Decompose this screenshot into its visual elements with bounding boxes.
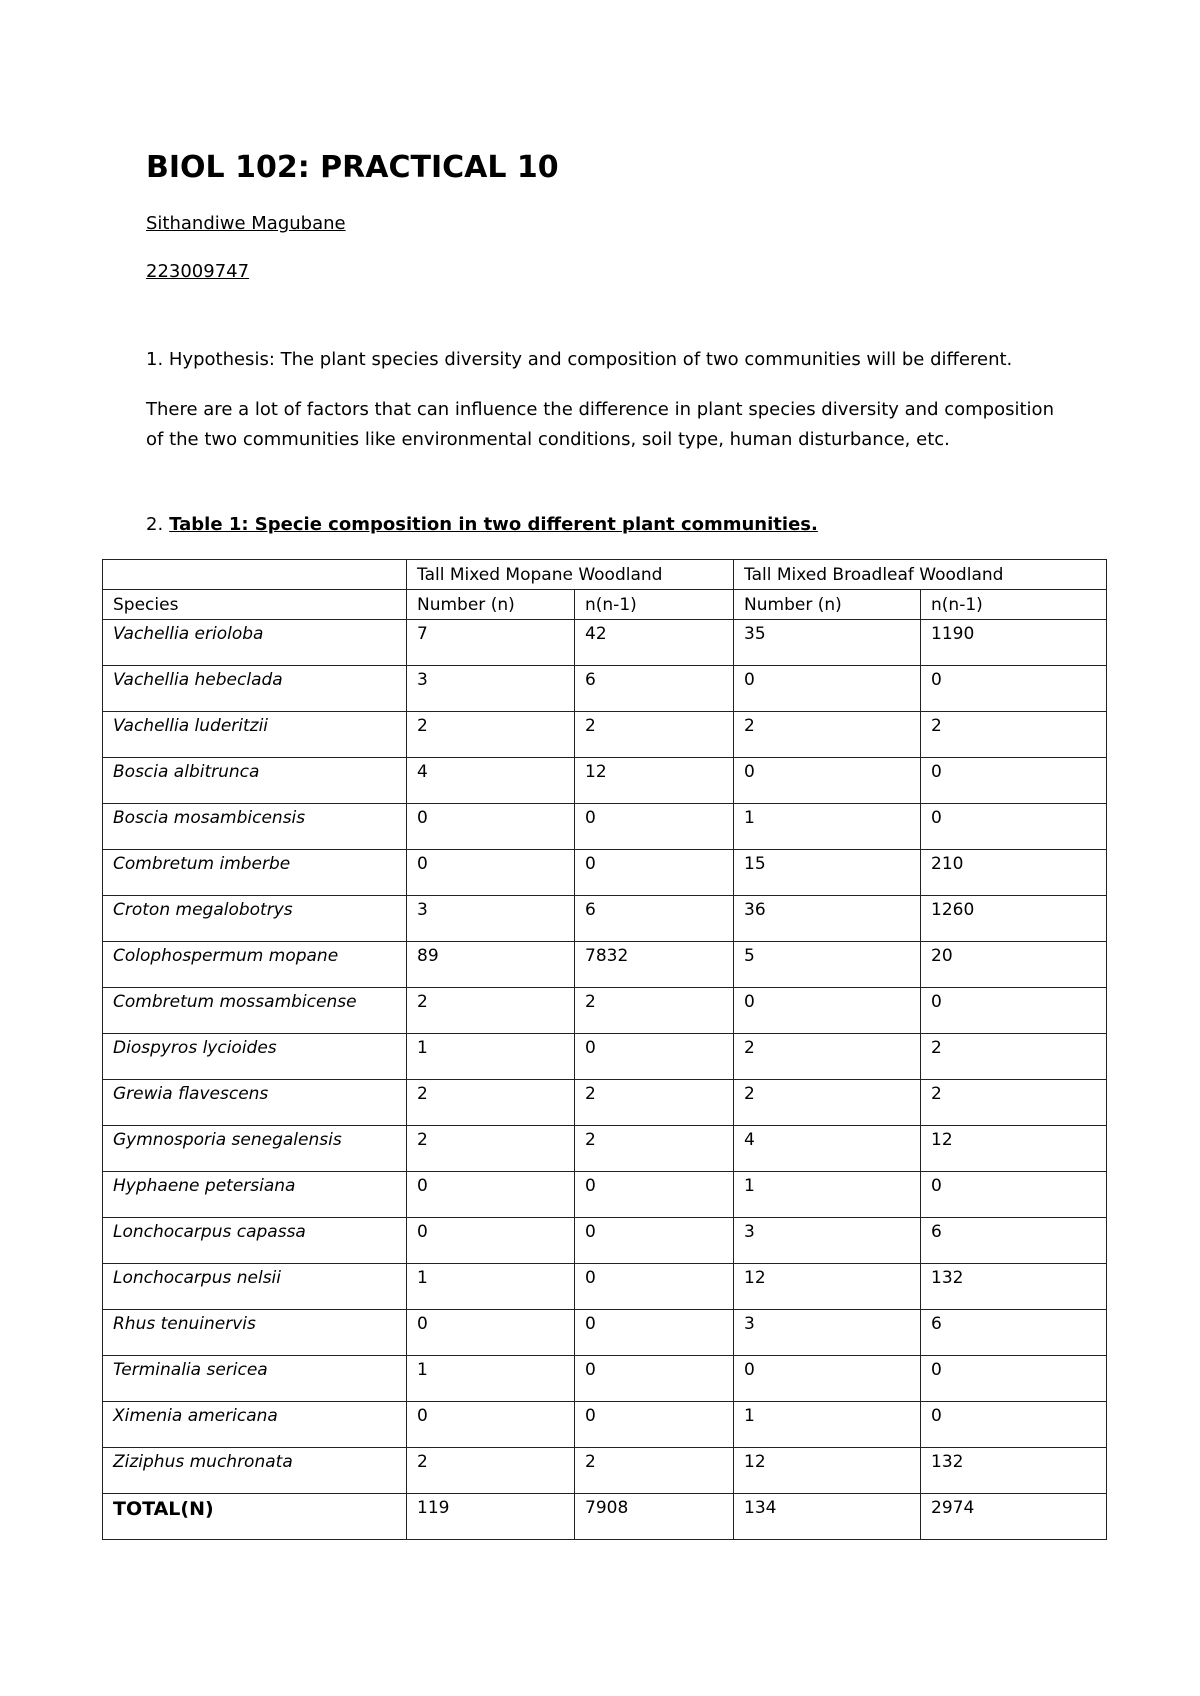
group-header-mopane: Tall Mixed Mopane Woodland — [407, 560, 734, 590]
mopane-number: 7 — [407, 620, 575, 666]
table-row — [103, 1264, 1107, 1310]
mopane-nn1: 0 — [575, 1034, 734, 1080]
broadleaf-nn1: 0 — [921, 804, 1107, 850]
species-name: Boscia mosambicensis — [103, 804, 407, 850]
species-name: Ximenia americana — [103, 1402, 407, 1448]
student-number: 223009747 — [146, 261, 250, 282]
broadleaf-number: 35 — [734, 620, 921, 666]
broadleaf-nn1: 1190 — [921, 620, 1107, 666]
table-row — [103, 804, 1107, 850]
species-name: Diospyros lycioides — [103, 1034, 407, 1080]
mopane-nn1: 0 — [575, 1264, 734, 1310]
species-name: Combretum imberbe — [103, 850, 407, 896]
broadleaf-nn1: 210 — [921, 850, 1107, 896]
table-row — [103, 942, 1107, 988]
broadleaf-number: 1 — [734, 1172, 921, 1218]
broadleaf-nn1: 132 — [921, 1448, 1107, 1494]
species-name: Vachellia hebeclada — [103, 666, 407, 712]
column-header-row — [103, 590, 1107, 620]
broadleaf-number: 2 — [734, 1080, 921, 1126]
mopane-nn1: 0 — [575, 1218, 734, 1264]
broadleaf-nn1: 0 — [921, 758, 1107, 804]
mopane-number: 2 — [407, 1448, 575, 1494]
species-name: Boscia albitrunca — [103, 758, 407, 804]
broadleaf-number: 5 — [734, 942, 921, 988]
broadleaf-nn1: 6 — [921, 1310, 1107, 1356]
mopane-nn1: 2 — [575, 988, 734, 1034]
species-name: Grewia flavescens — [103, 1080, 407, 1126]
table-row — [103, 1172, 1107, 1218]
mopane-nn1: 7832 — [575, 942, 734, 988]
table-row — [103, 1402, 1107, 1448]
species-name: Hyphaene petersiana — [103, 1172, 407, 1218]
group-header-empty — [103, 560, 407, 590]
broadleaf-nn1: 12 — [921, 1126, 1107, 1172]
group-header-row — [103, 560, 1107, 590]
mopane-number: 1 — [407, 1264, 575, 1310]
broadleaf-nn1: 0 — [921, 1172, 1107, 1218]
broadleaf-number: 12 — [734, 1264, 921, 1310]
broadleaf-number: 0 — [734, 1356, 921, 1402]
column-header-broadleaf-number: Number (n) — [734, 590, 921, 620]
broadleaf-number: 2 — [734, 712, 921, 758]
table-row — [103, 1080, 1107, 1126]
broadleaf-nn1: 1260 — [921, 896, 1107, 942]
mopane-nn1: 0 — [575, 1310, 734, 1356]
total-label: TOTAL(N) — [103, 1494, 407, 1540]
species-name: Rhus tenuinervis — [103, 1310, 407, 1356]
mopane-number: 2 — [407, 712, 575, 758]
table-caption-text: Table 1: Specie composition in two different plant communities. — [169, 514, 818, 535]
broadleaf-number: 12 — [734, 1448, 921, 1494]
species-name: Vachellia luderitzii — [103, 712, 407, 758]
total-mopane-nn1: 7908 — [575, 1494, 734, 1540]
broadleaf-nn1: 6 — [921, 1218, 1107, 1264]
broadleaf-number: 3 — [734, 1310, 921, 1356]
mopane-nn1: 2 — [575, 1126, 734, 1172]
student-name: Sithandiwe Magubane — [146, 213, 346, 234]
broadleaf-nn1: 20 — [921, 942, 1107, 988]
species-name: Terminalia sericea — [103, 1356, 407, 1402]
table-row — [103, 1126, 1107, 1172]
group-header-broadleaf: Tall Mixed Broadleaf Woodland — [734, 560, 1107, 590]
species-name: Combretum mossambicense — [103, 988, 407, 1034]
page-title: BIOL 102: PRACTICAL 10 — [146, 150, 559, 185]
total-row — [103, 1494, 1107, 1540]
mopane-number: 3 — [407, 896, 575, 942]
species-name: Lonchocarpus nelsii — [103, 1264, 407, 1310]
table-row — [103, 620, 1107, 666]
column-header-mopane-number: Number (n) — [407, 590, 575, 620]
column-header-species: Species — [103, 590, 407, 620]
broadleaf-number: 0 — [734, 758, 921, 804]
total-broadleaf-nn1: 2974 — [921, 1494, 1107, 1540]
mopane-number: 2 — [407, 988, 575, 1034]
mopane-number: 2 — [407, 1080, 575, 1126]
mopane-number: 0 — [407, 850, 575, 896]
table-number: 2. — [146, 514, 164, 535]
mopane-nn1: 42 — [575, 620, 734, 666]
broadleaf-nn1: 0 — [921, 1356, 1107, 1402]
broadleaf-nn1: 0 — [921, 1402, 1107, 1448]
mopane-number: 2 — [407, 1126, 575, 1172]
mopane-nn1: 2 — [575, 712, 734, 758]
mopane-nn1: 2 — [575, 1448, 734, 1494]
hypothesis-statement: 1. Hypothesis: The plant species diversity and composition of two communities will be different. — [146, 349, 1013, 370]
mopane-number: 0 — [407, 1172, 575, 1218]
broadleaf-number: 4 — [734, 1126, 921, 1172]
table-caption — [146, 514, 818, 535]
broadleaf-number: 3 — [734, 1218, 921, 1264]
table-row — [103, 1448, 1107, 1494]
mopane-nn1: 12 — [575, 758, 734, 804]
species-composition-table — [102, 559, 1107, 1540]
mopane-number: 0 — [407, 1218, 575, 1264]
table-row — [103, 896, 1107, 942]
mopane-number: 1 — [407, 1356, 575, 1402]
table-row — [103, 988, 1107, 1034]
mopane-nn1: 2 — [575, 1080, 734, 1126]
mopane-number: 89 — [407, 942, 575, 988]
broadleaf-nn1: 2 — [921, 712, 1107, 758]
table-row — [103, 712, 1107, 758]
mopane-number: 3 — [407, 666, 575, 712]
mopane-nn1: 0 — [575, 850, 734, 896]
mopane-number: 0 — [407, 804, 575, 850]
broadleaf-nn1: 2 — [921, 1034, 1107, 1080]
total-broadleaf-number: 134 — [734, 1494, 921, 1540]
mopane-nn1: 0 — [575, 1402, 734, 1448]
broadleaf-number: 1 — [734, 804, 921, 850]
broadleaf-nn1: 132 — [921, 1264, 1107, 1310]
species-name: Vachellia erioloba — [103, 620, 407, 666]
species-name: Ziziphus muchronata — [103, 1448, 407, 1494]
column-header-broadleaf-nn1: n(n-1) — [921, 590, 1107, 620]
mopane-nn1: 0 — [575, 804, 734, 850]
table-row — [103, 1034, 1107, 1080]
table-row — [103, 1310, 1107, 1356]
table-row — [103, 666, 1107, 712]
broadleaf-number: 2 — [734, 1034, 921, 1080]
broadleaf-number: 0 — [734, 988, 921, 1034]
column-header-mopane-nn1: n(n-1) — [575, 590, 734, 620]
mopane-number: 4 — [407, 758, 575, 804]
mopane-number: 0 — [407, 1310, 575, 1356]
mopane-nn1: 6 — [575, 666, 734, 712]
broadleaf-nn1: 0 — [921, 988, 1107, 1034]
table-row — [103, 1218, 1107, 1264]
mopane-nn1: 0 — [575, 1172, 734, 1218]
broadleaf-number: 36 — [734, 896, 921, 942]
species-name: Colophospermum mopane — [103, 942, 407, 988]
table-row — [103, 758, 1107, 804]
broadleaf-number: 1 — [734, 1402, 921, 1448]
mopane-nn1: 6 — [575, 896, 734, 942]
mopane-number: 0 — [407, 1402, 575, 1448]
mopane-number: 1 — [407, 1034, 575, 1080]
broadleaf-number: 15 — [734, 850, 921, 896]
broadleaf-number: 0 — [734, 666, 921, 712]
species-name: Gymnosporia senegalensis — [103, 1126, 407, 1172]
table-row — [103, 1356, 1107, 1402]
species-name: Croton megalobotrys — [103, 896, 407, 942]
explanation-paragraph: There are a lot of factors that can influence the difference in plant species diversity and composition of the two communities like environmental conditions, soil type, human disturbance, etc. — [146, 399, 1054, 450]
broadleaf-nn1: 2 — [921, 1080, 1107, 1126]
total-mopane-number: 119 — [407, 1494, 575, 1540]
species-name: Lonchocarpus capassa — [103, 1218, 407, 1264]
mopane-nn1: 0 — [575, 1356, 734, 1402]
table-row — [103, 850, 1107, 896]
broadleaf-nn1: 0 — [921, 666, 1107, 712]
